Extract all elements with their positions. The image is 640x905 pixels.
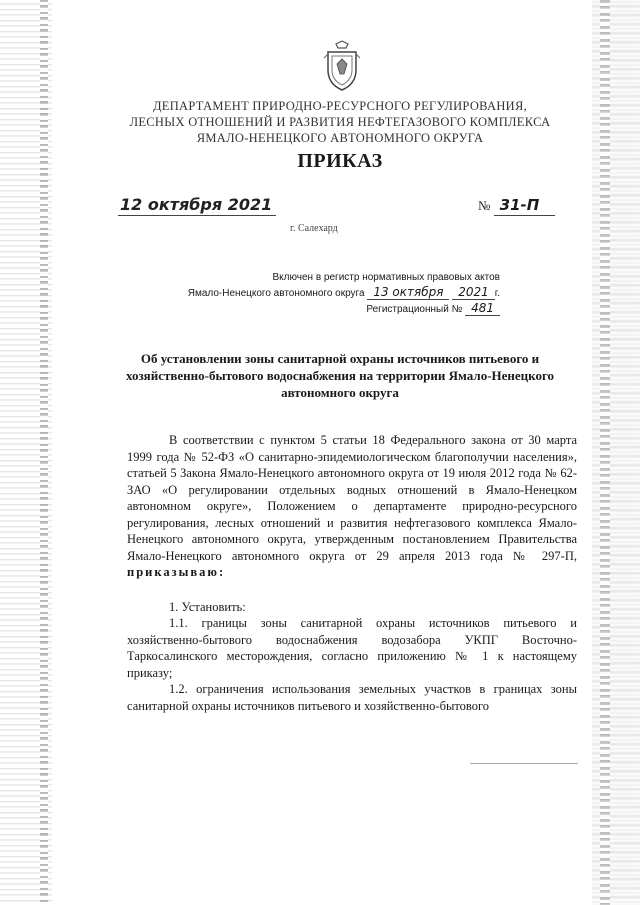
city-label: г. Салехард xyxy=(290,223,338,234)
department-line-3: ЯМАЛО-НЕНЕЦКОГО АВТОНОМНОГО ОКРУГА xyxy=(196,131,484,145)
registry-line-2 xyxy=(120,285,500,301)
registry-year: 2021 xyxy=(452,285,495,300)
registry-date: 13 октября xyxy=(367,285,449,300)
department-line-1: ДЕПАРТАМЕНТ ПРИРОДНО-РЕСУРСНОГО РЕГУЛИРОВАНИЯ, xyxy=(152,99,528,113)
department-line-2: ЛЕСНЫХ ОТНОШЕНИЙ И РАЗВИТИЯ НЕФТЕГАЗОВОГО КОМПЛЕКСА xyxy=(129,115,551,129)
registry-line-3 xyxy=(120,301,500,317)
department-header xyxy=(80,98,600,146)
page-rule xyxy=(470,763,578,764)
order-number-value: 31-П xyxy=(494,196,556,216)
order-number-prefix: № xyxy=(478,198,491,213)
scan-edge-left xyxy=(0,0,52,905)
registry-year-suffix: г. xyxy=(494,288,500,299)
registry-number-label: Регистрационный № xyxy=(366,304,463,315)
preamble-paragraph xyxy=(127,432,577,581)
order-date: 12 октября 2021 xyxy=(118,195,276,216)
registry-stamp xyxy=(120,271,500,317)
decree-word: приказываю: xyxy=(127,565,226,579)
registry-region: Ямало-Ненецкого автономного округа xyxy=(187,288,365,299)
order-title: ПРИКАЗ xyxy=(297,150,383,172)
order-subject: Об установлении зоны санитарной охраны источников питьевого и хозяйственно-бытового водоснабжения на территории Ямало-Ненецкого автономного округа xyxy=(125,351,555,400)
order-number xyxy=(478,196,555,214)
coat-of-arms-emblem xyxy=(322,40,362,92)
preamble-text: В соответствии с пунктом 5 статьи 18 Федерального закона от 30 марта 1999 года № 52-ФЗ «О санитарно-эпидемиологическом благополучии населения», статьей 5 Закона Ямало-Ненецкого автономного округа от 19 июля 2012 года № 62-ЗАО «О регулировании отдельных водных отношений в Ямало-Ненецком автономном округе», Положением о департаменте природно-ресурсного регулирования, лесных отношений и развития нефтегазового комплекса Ямало-Ненецкого автономного округа, утвержденным постановлением Правительства Ямало-Ненецкого автономного округа от 29 апреля 2013 года № 297-П, xyxy=(127,433,577,563)
item-1: 1. Установить: xyxy=(169,599,246,614)
registry-line-1: Включен в регистр нормативных правовых актов xyxy=(272,272,500,283)
item-1-2: 1.2. ограничения использования земельных участков в границах зоны санитарной охраны источников питьевого и хозяйственно-бытового xyxy=(127,682,577,713)
registry-number: 481 xyxy=(465,301,500,316)
item-1-1: 1.1. границы зоны санитарной охраны источников питьевого и хозяйственно-бытового водоснабжения водозабора УКПГ Восточно-Таркосалинского месторождения, согласно приложению № 1 к настоящему приказу; xyxy=(127,616,577,680)
order-body xyxy=(127,432,577,714)
